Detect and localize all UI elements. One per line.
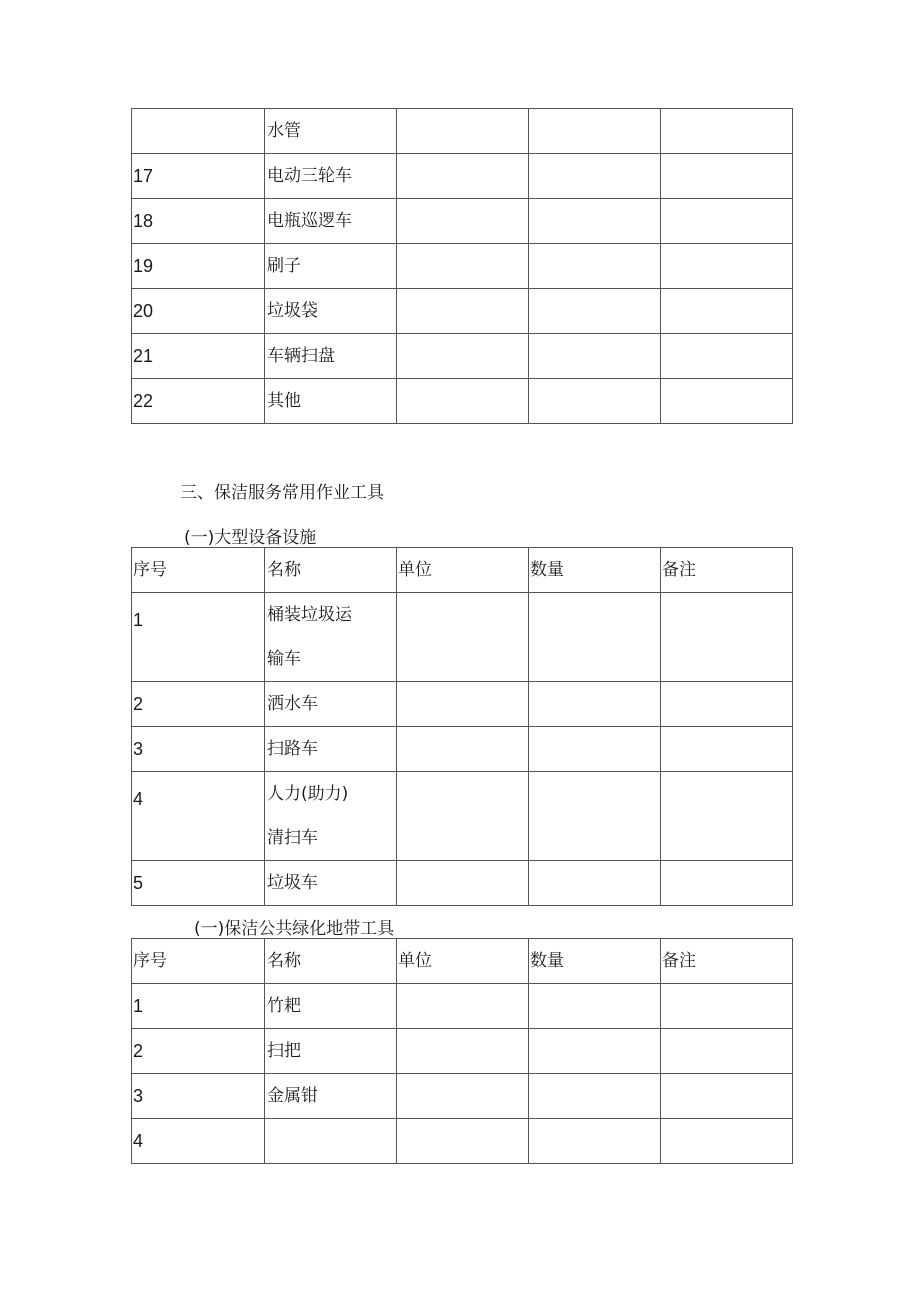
- table-row: [132, 289, 793, 334]
- item-name: 车辆扫盘: [265, 334, 397, 379]
- row-number: 5: [132, 861, 265, 906]
- table-row: [132, 727, 793, 772]
- row-number: 1: [132, 984, 265, 1029]
- item-name: 洒水车: [265, 682, 397, 727]
- header-qty: 数量: [529, 939, 661, 984]
- subsection-title-large-equipment: (一)大型设备设施: [184, 528, 317, 548]
- unit-cell: [397, 244, 529, 289]
- note-cell: [661, 289, 793, 334]
- unit-cell: [397, 154, 529, 199]
- header-row: [132, 939, 793, 984]
- note-cell: [661, 244, 793, 289]
- item-name: 金属钳: [265, 1074, 397, 1119]
- green-belt-tools-table: [131, 938, 793, 1164]
- qty-cell: [529, 682, 661, 727]
- item-name: [265, 593, 397, 682]
- note-cell: [661, 199, 793, 244]
- item-name: 电瓶巡逻车: [265, 199, 397, 244]
- table-row: [132, 1119, 793, 1164]
- unit-cell: [397, 379, 529, 424]
- unit-cell: [397, 1074, 529, 1119]
- item-name: 扫路车: [265, 727, 397, 772]
- unit-cell: [397, 593, 529, 682]
- note-cell: [661, 593, 793, 682]
- unit-cell: [397, 772, 529, 861]
- row-number: 4: [132, 1119, 265, 1164]
- note-cell: [661, 379, 793, 424]
- qty-cell: [529, 1029, 661, 1074]
- table-row: [132, 334, 793, 379]
- qty-cell: [529, 334, 661, 379]
- qty-cell: [529, 154, 661, 199]
- unit-cell: [397, 861, 529, 906]
- qty-cell: [529, 244, 661, 289]
- qty-cell: [529, 289, 661, 334]
- header-note: 备注: [661, 939, 793, 984]
- note-cell: [661, 727, 793, 772]
- note-cell: [661, 1029, 793, 1074]
- unit-cell: [397, 727, 529, 772]
- qty-cell: [529, 727, 661, 772]
- header-row: [132, 548, 793, 593]
- item-name: 其他: [265, 379, 397, 424]
- item-name-line1: 人力(助力): [267, 784, 349, 804]
- table-row: [132, 984, 793, 1029]
- header-note: 备注: [661, 548, 793, 593]
- unit-cell: [397, 334, 529, 379]
- qty-cell: [529, 984, 661, 1029]
- header-name: 名称: [265, 939, 397, 984]
- header-name: 名称: [265, 548, 397, 593]
- item-name: 垃圾袋: [265, 289, 397, 334]
- row-number: 4: [132, 772, 265, 861]
- item-name: 刷子: [265, 244, 397, 289]
- item-name-line2: 输车: [267, 649, 301, 669]
- note-cell: [661, 334, 793, 379]
- item-name: [265, 772, 397, 861]
- row-number: 1: [132, 593, 265, 682]
- note-cell: [661, 1119, 793, 1164]
- large-equipment-table: [131, 547, 793, 906]
- note-cell: [661, 772, 793, 861]
- note-cell: [661, 861, 793, 906]
- item-name: [265, 1119, 397, 1164]
- table-row: [132, 772, 793, 861]
- header-qty: 数量: [529, 548, 661, 593]
- header-no: 序号: [132, 548, 265, 593]
- row-number: 2: [132, 1029, 265, 1074]
- header-unit: 单位: [397, 939, 529, 984]
- note-cell: [661, 1074, 793, 1119]
- unit-cell: [397, 682, 529, 727]
- item-name: 垃圾车: [265, 861, 397, 906]
- table-row: [132, 199, 793, 244]
- table-row: [132, 379, 793, 424]
- qty-cell: [529, 593, 661, 682]
- table-row: [132, 244, 793, 289]
- qty-cell: [529, 772, 661, 861]
- row-number: 3: [132, 727, 265, 772]
- table-row: [132, 154, 793, 199]
- table-row: [132, 1074, 793, 1119]
- row-number: 20: [132, 289, 265, 334]
- row-number: 19: [132, 244, 265, 289]
- row-number: 22: [132, 379, 265, 424]
- item-name: 竹耙: [265, 984, 397, 1029]
- item-name-line1: 桶装垃圾运: [267, 605, 352, 625]
- table-row: [132, 593, 793, 682]
- row-number: 17: [132, 154, 265, 199]
- table-row: [132, 1029, 793, 1074]
- note-cell: [661, 984, 793, 1029]
- unit-cell: [397, 1119, 529, 1164]
- subsection-title-green-belt-tools: (一)保洁公共绿化地带工具: [194, 919, 395, 939]
- row-number: 2: [132, 682, 265, 727]
- unit-cell: [397, 109, 529, 154]
- note-cell: [661, 154, 793, 199]
- note-cell: [661, 682, 793, 727]
- item-name: 扫把: [265, 1029, 397, 1074]
- table-row: [132, 682, 793, 727]
- unit-cell: [397, 199, 529, 244]
- qty-cell: [529, 861, 661, 906]
- qty-cell: [529, 109, 661, 154]
- qty-cell: [529, 199, 661, 244]
- tools-table-continued: [131, 108, 793, 424]
- item-name-line2: 清扫车: [267, 828, 318, 848]
- qty-cell: [529, 1119, 661, 1164]
- item-name: 水管: [265, 109, 397, 154]
- row-number: [132, 109, 265, 154]
- row-number: 21: [132, 334, 265, 379]
- table-row: [132, 109, 793, 154]
- section-heading: 三、保洁服务常用作业工具: [180, 483, 384, 503]
- note-cell: [661, 109, 793, 154]
- table-row: [132, 861, 793, 906]
- unit-cell: [397, 1029, 529, 1074]
- item-name: 电动三轮车: [265, 154, 397, 199]
- header-no: 序号: [132, 939, 265, 984]
- row-number: 3: [132, 1074, 265, 1119]
- qty-cell: [529, 379, 661, 424]
- unit-cell: [397, 984, 529, 1029]
- header-unit: 单位: [397, 548, 529, 593]
- unit-cell: [397, 289, 529, 334]
- qty-cell: [529, 1074, 661, 1119]
- row-number: 18: [132, 199, 265, 244]
